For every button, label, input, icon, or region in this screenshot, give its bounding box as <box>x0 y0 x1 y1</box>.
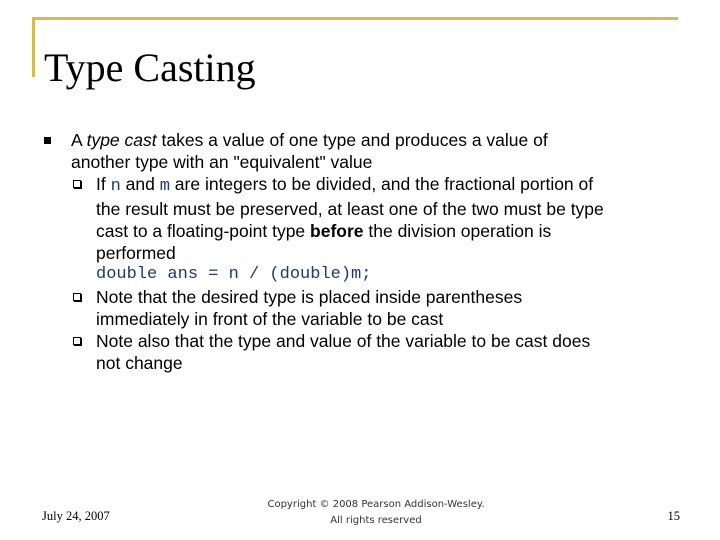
slide-body <box>40 129 690 374</box>
frame-left-line <box>32 17 35 77</box>
page-number: 15 <box>667 509 680 523</box>
main-bullet <box>40 129 690 173</box>
hollow-square-bullet-icon <box>73 337 81 345</box>
sub-bullet-1-line-4: performed <box>96 243 176 263</box>
footer-copyright <box>258 497 494 529</box>
square-bullet-icon <box>44 137 51 144</box>
bold-before: before <box>310 221 364 241</box>
hollow-square-bullet-icon <box>73 180 81 188</box>
main-bullet-line-1: A type cast takes a value of one type and produces a value of <box>71 130 548 150</box>
sub-bullet-2-line-1: Note that the desired type is placed inside parentheses <box>96 287 523 307</box>
code-n: n <box>110 177 121 196</box>
main-bullet-line-2: another type with an "equivalent" value <box>71 152 373 172</box>
slide-title: Type Casting <box>44 45 256 90</box>
sub-bullet-3-line-1: Note also that the type and value of the variable to be cast does <box>96 331 591 351</box>
sub-bullet-1-line-2: the result must be preserved, at least one of the two must be type <box>96 199 604 219</box>
sub-bullet-1 <box>40 173 690 286</box>
sub-bullet-3-line-2: not change <box>96 353 183 373</box>
code-example: double ans = n / (double)m; <box>96 265 372 284</box>
sub-bullet-2-line-2: immediately in front of the variable to be cast <box>96 309 444 329</box>
italic-term: type cast <box>86 130 157 150</box>
footer-date: July 24, 2007 <box>42 509 110 523</box>
sub-bullet-1-line-1: If n and m are integers to be divided, and the fractional portion of <box>96 174 594 196</box>
copyright-line-2: All rights reserved <box>330 515 422 526</box>
copyright-line-1: Copyright © 2008 Pearson Addison-Wesley. <box>267 499 485 510</box>
sub-bullet-1-line-3: cast to a floating-point type before the division operation is <box>96 221 552 241</box>
hollow-square-bullet-icon <box>73 293 81 301</box>
sub-bullet-2 <box>40 286 690 330</box>
sub-bullet-3 <box>40 330 690 374</box>
code-m: m <box>159 177 170 196</box>
frame-top-line <box>32 17 678 20</box>
